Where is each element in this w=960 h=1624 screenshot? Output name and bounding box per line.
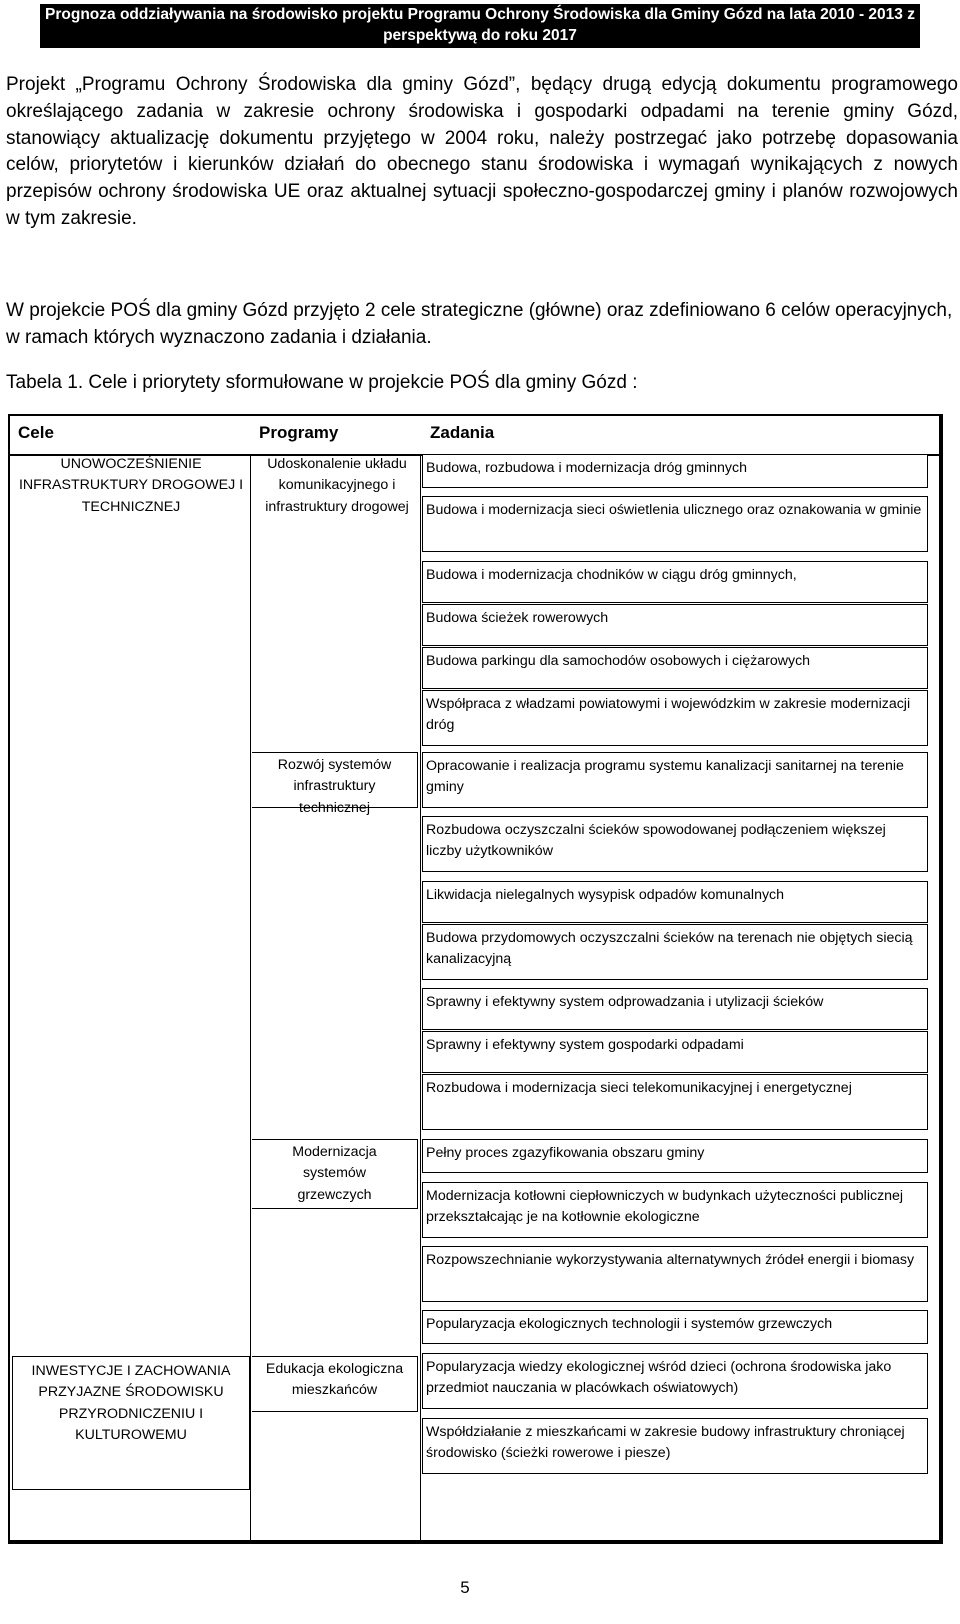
column-divider-programs <box>420 456 421 1542</box>
task-cell <box>422 1310 928 1344</box>
task-cell <box>422 988 928 1030</box>
objectives-paragraph: W projekcie POŚ dla gminy Gózd przyjęto 2 cele strategiczne (główne) oraz zdefiniowano 6 celów operacyjnych, w ramach których wyznaczono zadania i działania. <box>6 300 953 348</box>
program-cell-box <box>252 1356 418 1412</box>
task-cell <box>422 1353 928 1409</box>
program-cell: Edukacja ekologiczna mieszkańców <box>265 1361 404 1399</box>
task-text: Popularyzacja wiedzy ekologicznej wśród dzieci (ochrona środowiska jako przedmiot nauczania w placówkach oświatowych) <box>426 1359 892 1397</box>
header-title-line-2: perspektywą do roku 2017 <box>383 27 577 44</box>
task-cell <box>422 1031 928 1073</box>
task-text: Współpraca z władzami powiatowymi i wojewódzkim w zakresie modernizacji dróg <box>426 696 911 734</box>
task-text: Budowa i modernizacja chodników w ciągu dróg gminnych, <box>426 567 797 583</box>
task-cell <box>422 454 928 488</box>
column-divider-goals <box>250 456 251 1542</box>
task-text: Współdziałanie z mieszkańcami w zakresie budowy infrastruktury chroniącej środowisko (ścieżki rowerowe i piesze) <box>426 1424 905 1462</box>
task-text: Budowa przydomowych oczyszczalni ścieków na terenach nie objętych siecią kanalizacyjną <box>426 930 913 968</box>
task-text: Modernizacja kotłowni ciepłowniczych w budynkach użyteczności publicznej przekształcając je na kotłownie ekologiczne <box>426 1188 904 1226</box>
task-cell <box>422 1074 928 1130</box>
task-text: Budowa i modernizacja sieci oświetlenia ulicznego oraz oznakowania w gminie <box>426 502 922 518</box>
page-number: 5 <box>460 1578 470 1597</box>
task-text: Rozbudowa i modernizacja sieci telekomunikacyjnej i energetycznej <box>426 1080 852 1096</box>
header-zadania: Zadania <box>430 423 495 442</box>
task-cell <box>422 881 928 923</box>
task-cell <box>422 647 928 689</box>
task-cell <box>422 496 928 552</box>
program-cell-box <box>252 1139 418 1209</box>
task-cell <box>422 690 928 746</box>
task-text: Budowa ścieżek rowerowych <box>426 610 609 626</box>
task-cell <box>422 1182 928 1238</box>
header-cele: Cele <box>18 423 54 442</box>
task-text: Pełny proces zgazyfikowania obszaru gminy <box>426 1145 705 1161</box>
task-text: Opracowanie i realizacja programu systemu kanalizacji sanitarnej na terenie gminy <box>426 758 904 796</box>
task-text: Likwidacja nielegalnych wysypisk odpadów komunalnych <box>426 887 785 903</box>
program-cell: Udoskonalenie układu komunikacyjnego i infrastruktury drogowej <box>265 456 409 515</box>
task-text: Rozbudowa oczyszczalni ścieków spowodowanej podłączeniem większej liczby użytkowników <box>426 822 886 860</box>
task-cell <box>422 604 928 646</box>
task-text: Budowa, rozbudowa i modernizacja dróg gminnych <box>426 460 747 476</box>
page-header <box>40 4 920 48</box>
program-cell: Modernizacja systemów grzewczych <box>292 1144 377 1203</box>
header-programy: Programy <box>259 423 339 442</box>
task-text: Sprawny i efektywny system gospodarki odpadami <box>426 1037 744 1053</box>
task-text: Popularyzacja ekologicznych technologii i systemów grzewczych <box>426 1316 833 1332</box>
header-title-line-1: Prognoza oddziaływania na środowisko projektu Programu Ochrony Środowiska dla Gminy Gózd na lata 2010 - 2013 z <box>45 6 915 23</box>
goal-cell: UNOWOCZEŚNIENIE INFRASTRUKTURY DROGOWEJ I TECHNICZNEJ <box>18 456 244 515</box>
task-cell <box>422 1246 928 1302</box>
goal-cell-box <box>12 1356 250 1490</box>
program-cell-box <box>252 752 418 816</box>
task-cell <box>422 1418 928 1474</box>
intro-paragraph: Projekt „Programu Ochrony Środowiska dla gminy Gózd”, będący drugą edycją dokumentu programowego określającego zadania w zakresie ochrony środowiska i gospodarki odpadami na terenie gminy Gózd, stanowiący aktualizację dokumentu przyjętego w 2004 roku, należy postrzegać jako potrzebę dopasowania celów, priorytetów i kierunków działań do obecnego stanu środowiska i wymagań wynikających z nowych przepisów ochrony środowiska UE oraz aktualnej sytuacji społeczno-gospodarczej gminy i planów rozwojowych w tym zakresie. <box>6 74 958 229</box>
table-caption: Tabela 1. Cele i priorytety sformułowane w projekcie POŚ dla gminy Gózd : <box>6 372 638 393</box>
task-text: Rozpowszechnianie wykorzystywania alternatywnych źródeł energii i biomasy <box>426 1252 915 1268</box>
goals-table <box>8 414 943 1544</box>
goal-cell: INWESTYCJE I ZACHOWANIA PRZYJAZNE ŚRODOWISKU PRZYRODNICZENIU I KULTUROWEMU <box>31 1363 231 1444</box>
task-cell <box>422 1139 928 1173</box>
task-cell <box>422 924 928 980</box>
task-text: Budowa parkingu dla samochodów osobowych i ciężarowych <box>426 653 811 669</box>
program-cell: Rozwój systemów infrastruktury technicznej <box>277 757 392 816</box>
task-cell <box>422 752 928 808</box>
task-text: Sprawny i efektywny system odprowadzania i utylizacji ścieków <box>426 994 824 1010</box>
task-cell <box>422 816 928 872</box>
task-cell <box>422 561 928 603</box>
table-header-row <box>10 416 939 456</box>
